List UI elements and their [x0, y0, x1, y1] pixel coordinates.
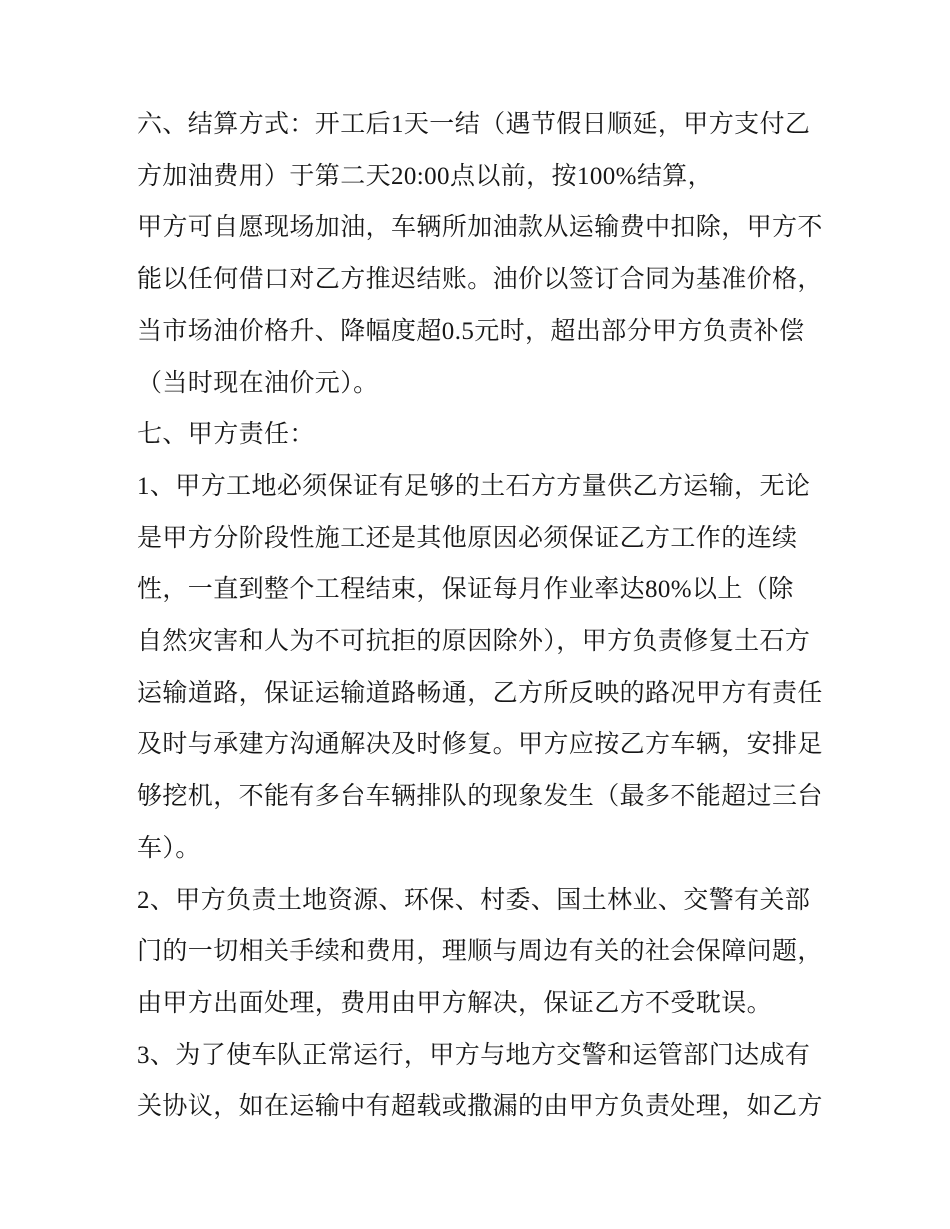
doc-line: 方加油费用）于第二天20:00点以前，按100%结算， [137, 162, 714, 190]
doc-line: 车）。 [137, 834, 201, 862]
doc-line: 够挖机，不能有多台车辆排队的现象发生（最多不能超过三台 [137, 783, 823, 811]
doc-line-item-3: 3、为了使车队正常运行，甲方与地方交警和运管部门达成有 [137, 1041, 811, 1069]
doc-line: 当市场油价格升、降幅度超0.5元时，超出部分甲方负责补偿 [137, 317, 805, 345]
contract-text-block [137, 99, 827, 1133]
doc-line-item-2: 2、甲方负责土地资源、环保、村委、国土林业、交警有关部 [137, 886, 811, 914]
doc-line: 关协议，如在运输中有超载或撒漏的由甲方负责处理，如乙方 [137, 1093, 823, 1121]
doc-line: 能以任何借口对乙方推迟结账。油价以签订合同为基准价格， [137, 266, 823, 294]
doc-line: （当时现在油价元）。 [137, 369, 379, 397]
doc-line: 性，一直到整个工程结束，保证每月作业率达80%以上（除 [137, 576, 794, 604]
doc-line: 由甲方出面处理，费用由甲方解决，保证乙方不受耽误。 [137, 989, 773, 1017]
doc-line-party-a-heading: 七、甲方责任： [137, 421, 315, 449]
doc-line: 是甲方分阶段性施工还是其他原因必须保证乙方工作的连续 [137, 524, 798, 552]
doc-line: 门的一切相关手续和费用，理顺与周边有关的社会保障问题， [137, 938, 823, 966]
doc-line-settlement-heading: 六、结算方式：开工后1天一结（遇节假日顺延，甲方支付乙 [137, 111, 811, 138]
doc-line: 甲方可自愿现场加油，车辆所加油款从运输费中扣除，甲方不 [137, 214, 823, 242]
doc-line-item-1: 1、甲方工地必须保证有足够的土石方方量供乙方运输，无论 [137, 472, 811, 500]
doc-line: 及时与承建方沟通解决及时修复。甲方应按乙方车辆，安排足 [137, 731, 823, 759]
doc-line: 运输道路，保证运输道路畅通，乙方所反映的路况甲方有责任 [137, 679, 823, 707]
doc-line: 自然灾害和人为不可抗拒的原因除外），甲方负责修复土石方 [137, 628, 811, 656]
